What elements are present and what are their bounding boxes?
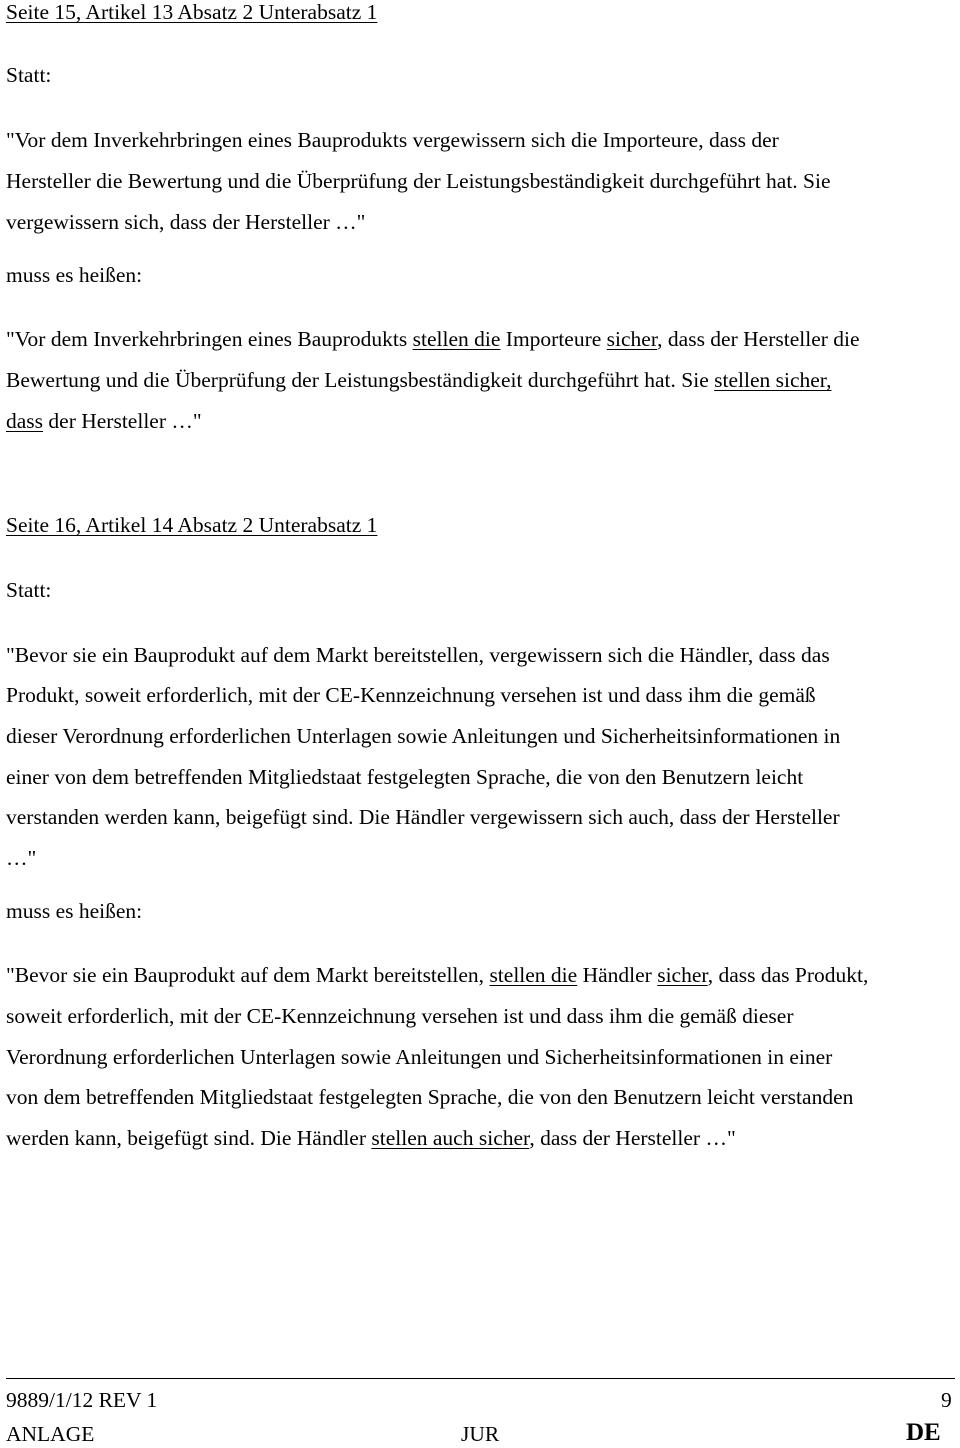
new-text-line [6,962,868,988]
old-text-line: …" [6,846,37,870]
text-segment: Bewertung und die Überprüfung der Leistungsbeständigkeit durchgeführt hat. Sie [6,368,715,392]
new-text-line [6,367,831,393]
new-text-line [6,326,860,352]
text-segment: Importeure [500,327,607,351]
old-text-line: "Vor dem Inverkehrbringen eines Bauprodukts vergewissern sich die Importeure, dass der [6,128,779,152]
statt-label: Statt: [6,63,52,87]
underlined-change: stellen sicher, [714,368,832,392]
section-heading: Seite 15, Artikel 13 Absatz 2 Unterabsatz 1 [6,0,378,24]
old-text-line: verstanden werden kann, beigefügt sind. Die Händler vergewissern sich auch, dass der Hersteller [6,805,840,829]
underlined-change: stellen auch sicher [371,1126,530,1150]
muss-label: muss es heißen: [6,263,143,287]
text-segment: , dass das Produkt, [707,963,869,987]
footer-annex: ANLAGE [6,1422,95,1446]
footer-rule [6,1378,955,1379]
old-text-line: vergewissern sich, dass der Hersteller …" [6,210,366,234]
new-text-line: von dem betreffenden Mitgliedstaat festgelegten Sprache, die von den Benutzern leicht verstanden [6,1085,854,1109]
text-segment: "Bevor sie ein Bauprodukt auf dem Markt bereitstellen, [6,963,490,987]
statt-label: Statt: [6,578,52,602]
old-text-line: dieser Verordnung erforderlichen Unterlagen sowie Anleitungen und Sicherheitsinformationen in [6,724,841,748]
text-segment: der Hersteller …" [43,409,202,433]
underlined-change: dass [6,409,44,433]
new-text-line: Verordnung erforderlichen Unterlagen sowie Anleitungen und Sicherheitsinformationen in einer [6,1045,833,1069]
text-segment: "Vor dem Inverkehrbringen eines Bauprodukts [6,327,413,351]
old-text-line: einer von dem betreffenden Mitgliedstaat festgelegten Sprache, die von den Benutzern leicht [6,765,804,789]
section-heading: Seite 16, Artikel 14 Absatz 2 Unterabsatz 1 [6,513,378,537]
new-text-line [6,1125,736,1151]
text-segment: , dass der Hersteller die [657,327,860,351]
text-segment: Händler [577,963,658,987]
footer-service: JUR [461,1422,500,1446]
underlined-change: sicher [606,327,658,351]
text-segment: werden kann, beigefügt sind. Die Händler [6,1126,372,1150]
footer-page-number: 9 [941,1388,952,1412]
new-text-line [6,408,202,434]
muss-label: muss es heißen: [6,899,143,923]
underlined-change: sicher [657,963,708,987]
new-text-line: soweit erforderlich, mit der CE-Kennzeichnung versehen ist und dass ihm die gemäß dieser [6,1004,794,1028]
text-segment: , dass der Hersteller …" [529,1126,736,1150]
old-text-line: Produkt, soweit erforderlich, mit der CE-Kennzeichnung versehen ist und dass ihm die gemäß [6,683,816,707]
old-text-line: "Bevor sie ein Bauprodukt auf dem Markt bereitstellen, vergewissern sich die Händler, dass das [6,643,830,667]
footer-doc-number: 9889/1/12 REV 1 [6,1388,158,1412]
underlined-change: stellen die [489,963,578,987]
underlined-change: stellen die [412,327,501,351]
footer-language: DE [906,1419,941,1446]
old-text-line: Hersteller die Bewertung und die Überprüfung der Leistungsbeständigkeit durchgeführt hat. Sie [6,169,831,193]
